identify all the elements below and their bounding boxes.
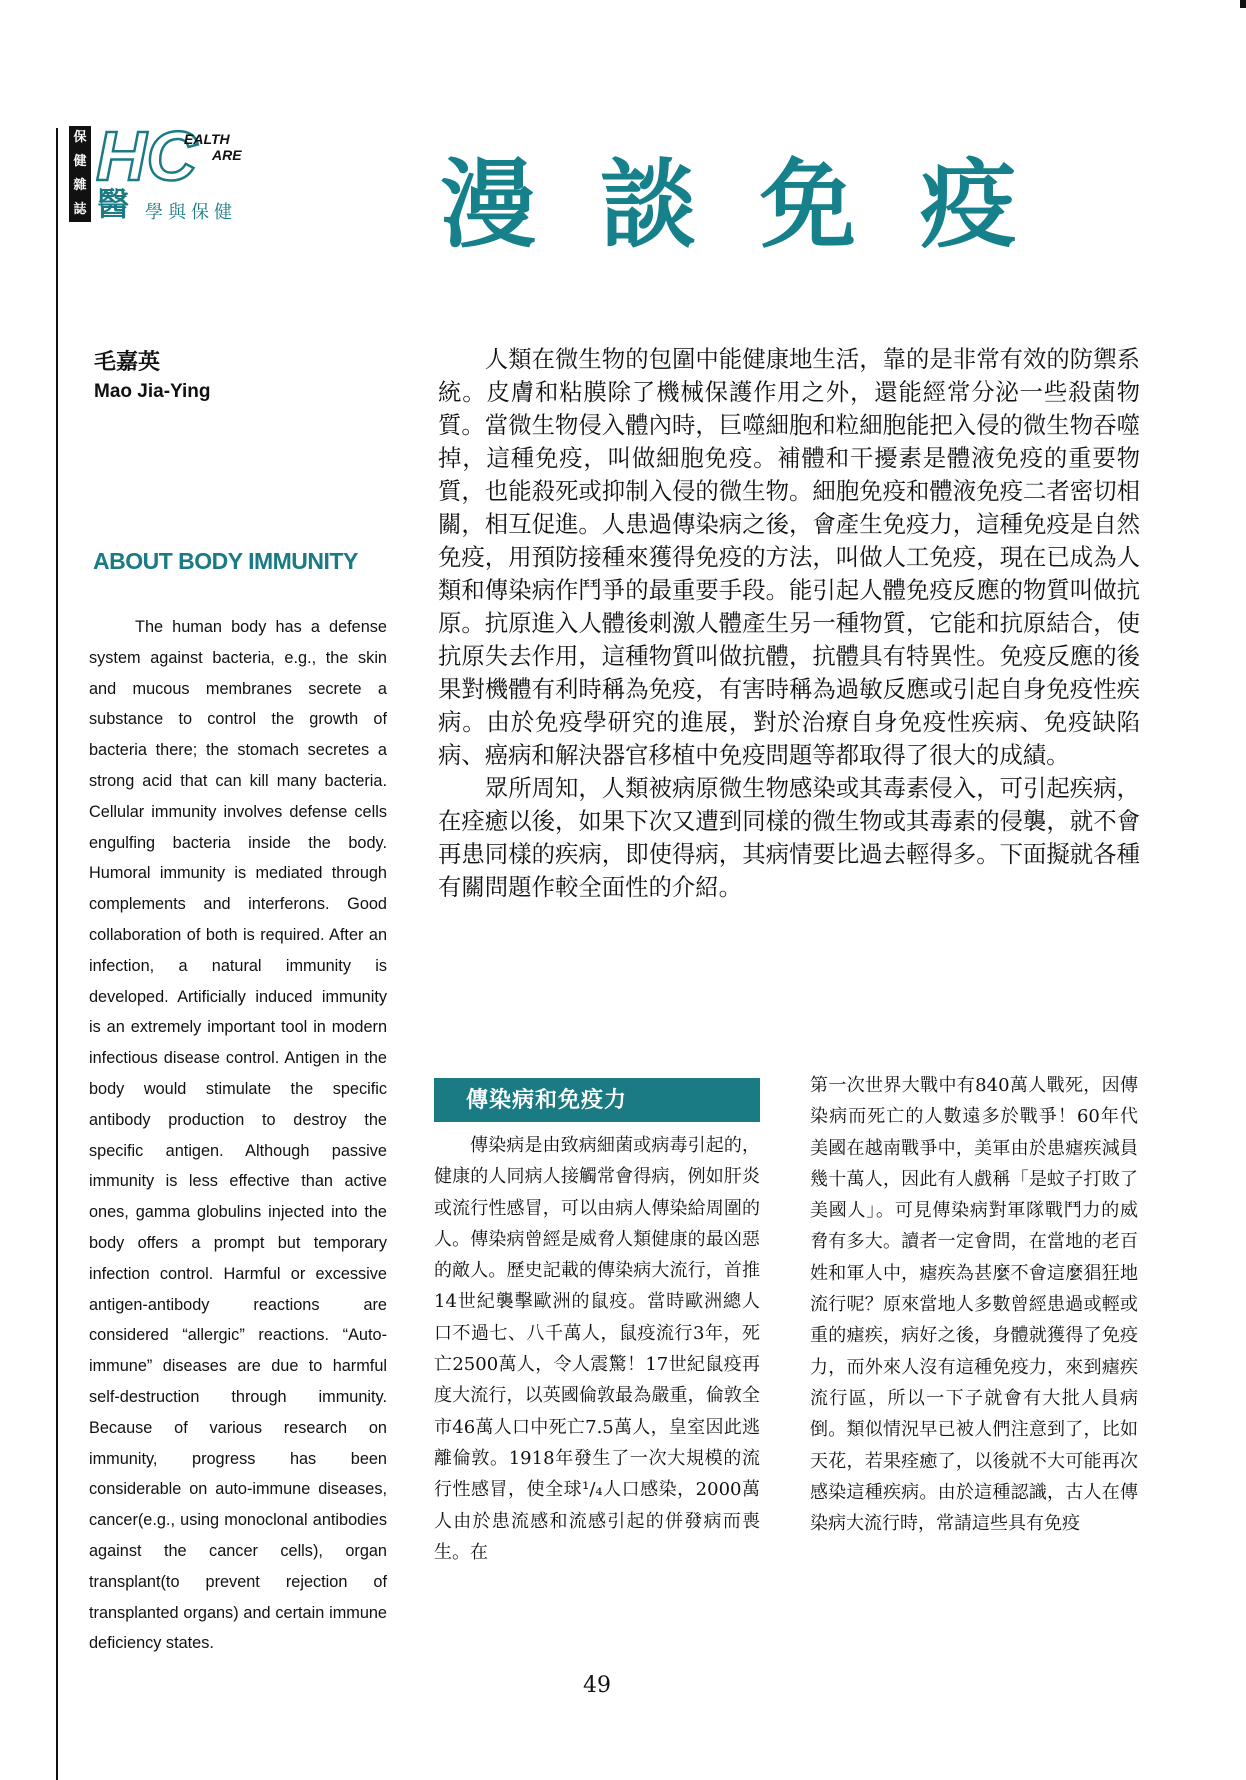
corner-mark	[1240, 0, 1246, 8]
intro-paragraph: 眾所周知，人類被病原微生物感染或其毒素侵入，可引起疾病，在痊癒以後，如果下次又遭到同樣的微生物或其毒素的侵襲，就不會再患同樣的疾病，即使得病，其病情要比過去輕得多。下面擬就各種有關問題作較全面性的介紹。	[438, 774, 1140, 901]
left-margin-rule	[56, 128, 58, 1780]
logo-letters: HC	[96, 118, 198, 190]
intro-paragraph: 人類在微生物的包圍中能健康地生活，靠的是非常有效的防禦系統。皮膚和粘膜除了機械保護作用之外，還能經常分泌一些殺菌物質。當微生物侵入體內時，巨噬細胞和粒細胞能把入侵的微生物吞噬掉，這種免疫，叫做細胞免疫。補體和干擾素是體液免疫的重要物質，也能殺死或抑制入侵的微生物。細胞免疫和體液免疫二者密切相關，相互促進。人患過傳染病之後，會產生免疫力，這種免疫是自然免疫，用預防接種來獲得免疫的方法，叫做人工免疫，現在已成為人類和傳染病作鬥爭的最重要手段。能引起人體免疫反應的物質叫做抗原。抗原進入人體後刺激人體產生另一種物質，它能和抗原結合，使抗原失去作用，這種物質叫做抗體，抗體具有特異性。免疫反應的後果對機體有利時稱為免疫，有害時稱為過敏反應或引起自身免疫性疾病。由於免疫學研究的進展，對於治療自身免疫性疾病、免疫缺陷病、癌病和解決器官移植中免疫問題等都取得了很大的成績。	[438, 345, 1140, 769]
logo-sub-top: EALTH	[184, 131, 230, 147]
author-name-chinese: 毛嘉英	[94, 349, 161, 375]
body-column-right: 第一次世界大戰中有840萬人戰死，因傳染病而死亡的人數遠多於戰爭！60年代美國在越南戰爭中，美軍由於患瘧疾減員幾十萬人，因此有人戲稱「是蚊子打敗了美國人」。可見傳染病對軍隊戰鬥力的威脅有多大。讀者一定會問，在當地的老百姓和軍人中，瘧疾為甚麼不會這麼猖狂地流行呢？原來當地人多數曾經患過或輕或重的瘧疾，病好之後，身體就獲得了免疫力，而外來人沒有這種免疫力，來到瘧疾流行區，所以一下子就會有大批人員病倒。類似情況早已被人們注意到了，比如天花，若果痊癒了，以後就不大可能再次感染這種疾病。由於這種認識，古人在傳染病大流行時，常請這些具有免疫	[810, 1075, 1138, 1535]
author-name-english: Mao Jia-Ying	[94, 381, 211, 402]
abstract-heading: ABOUT BODY IMMUNITY	[93, 548, 358, 574]
page-number: 49	[583, 1673, 611, 1698]
mag-char: 誌	[73, 202, 87, 217]
healthcare-logo	[96, 118, 271, 190]
mag-char: 雜	[73, 178, 87, 193]
logo-sub-bottom: ARE	[212, 147, 242, 163]
section-label: 學與保健	[145, 202, 237, 223]
article-title: 漫談免疫	[440, 148, 1080, 261]
section-heading: 傳染病和免疫力	[466, 1088, 628, 1113]
magazine-vertical-label	[69, 126, 91, 222]
english-abstract: The human body has a defense system against bacteria, e.g., the skin and mucous membranes secrete a substance to control the growth of bacteria there; the stomach secretes a strong acid that can kill many bacteria. Cellular immunity involves defense cells engulfing bacteria inside the body. Humoral immunity is mediated through complements and interferons. Good collaboration of both is required. After an infection, a natural immunity is developed. Artificially induced immunity is an extremely important tool in modern infectious disease control. Antigen in the body would stimulate the specific antibody production to destroy the specific antigen. Although passive immunity is less effective than active ones, gamma globulins injected into the body offers a prompt but temporary infection control. Harmful or excessive antigen-antibody reactions are considered “allergic” reactions. “Auto-immune” diseases are due to harmful self-destruction through immunity. Because of various research on immunity, progress has been considerable on auto-immune diseases, cancer(e.g., using monoclonal antibodies against the cancer cells), organ transplant(to prevent rejection of transplanted organs) and certain immune deficiency states.	[89, 618, 387, 1653]
mag-char: 保	[73, 130, 87, 145]
section-char: 醫	[97, 185, 130, 223]
intro-text	[438, 343, 1140, 904]
mag-char: 健	[73, 154, 87, 169]
body-column-left: 傳染病是由致病細菌或病毒引起的，健康的人同病人接觸常會得病，例如肝炎或流行性感冒，可以由病人傳染給周圍的人。傳染病曾經是威脅人類健康的最凶惡的敵人。歷史記載的傳染病大流行，首推14世紀襲擊歐洲的鼠疫。當時歐洲總人口不過七、八千萬人，鼠疫流行3年，死亡2500萬人，令人震驚！17世紀鼠疫再度大流行，以英國倫敦最為嚴重，倫敦全市46萬人口中死亡7.5萬人，皇室因此逃離倫敦。1918年發生了一次大規模的流行性感冒，使全球¹/₄人口感染，2000萬人由於患流感和流感引起的併發病而喪生。在	[434, 1135, 760, 1563]
